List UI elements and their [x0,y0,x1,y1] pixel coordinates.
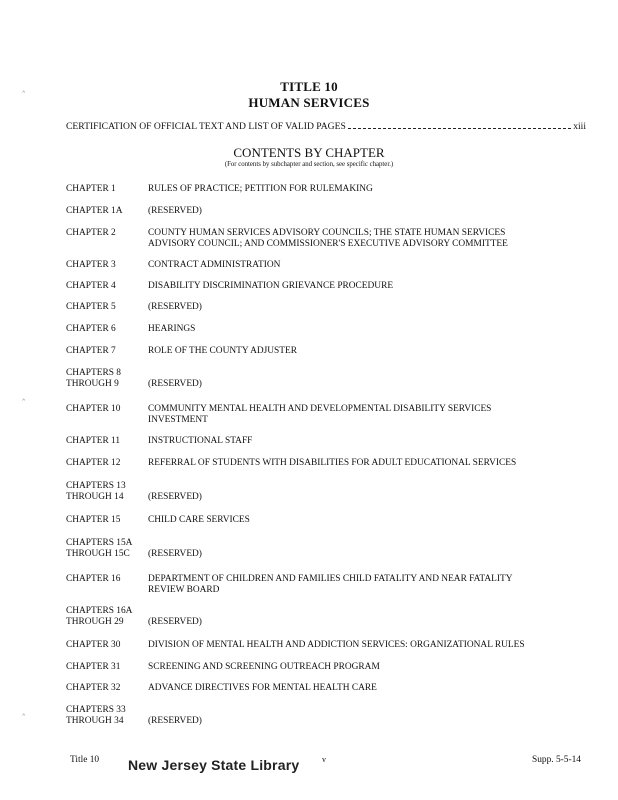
chapter-number-line: THROUGH 9 [66,379,119,389]
chapter-number-line: CHAPTER 10 [66,404,121,414]
scan-mark: ‸ [22,705,26,716]
chapter-number [66,481,146,503]
chapter-title: HEARINGS [148,324,196,334]
scan-mark: ‸ [22,82,26,93]
chapter-title: DIVISION OF MENTAL HEALTH AND ADDICTION SERVICES: ORGANIZATIONAL RULES [148,640,525,650]
chapter-number [66,574,146,585]
chapter-title: DEPARTMENT OF CHILDREN AND FAMILIES CHILD FATALITY AND NEAR FATALITY REVIEW BOARD [148,574,513,595]
chapter-number-line: CHAPTER 6 [66,324,116,334]
chapter-number [66,705,146,727]
chapter-number [66,346,146,357]
chapter-number [66,640,146,651]
chapter-number-line: CHAPTER 30 [66,640,121,650]
chapter-number-line: THROUGH 29 [66,617,124,627]
chapter-title: (RESERVED) [148,379,202,389]
chapter-number-line: CHAPTERS 13 [66,481,126,491]
dot-leader [348,127,571,129]
chapter-title: (RESERVED) [148,716,202,726]
footer-title: Title 10 [70,755,100,765]
chapter-title: (RESERVED) [148,549,202,559]
chapter-number-line: CHAPTER 31 [66,662,121,672]
chapter-number-line: CHAPTERS 8 [66,368,121,378]
chapter-number-line: CHAPTER 1A [66,206,123,216]
chapter-number [66,281,146,292]
chapter-number-line: CHAPTER 16 [66,574,121,584]
chapter-number [66,683,146,694]
footer-page-number: v [322,755,326,764]
chapter-number-line: THROUGH 15C [66,549,130,559]
chapter-number-line: CHAPTER 15 [66,515,121,525]
chapter-number-line: CHAPTER 3 [66,260,116,270]
title-number: TITLE 10 [280,79,338,94]
certification-text: CERTIFICATION OF OFFICIAL TEXT AND LIST OF VALID PAGES [66,121,346,132]
chapter-number-line: CHAPTER 7 [66,346,116,356]
chapter-number [66,324,146,335]
chapter-number [66,184,146,195]
contents-heading: CONTENTS BY CHAPTER [233,145,385,160]
chapter-title: (RESERVED) [148,617,202,627]
chapter-title: COUNTY HUMAN SERVICES ADVISORY COUNCILS; THE STATE HUMAN SERVICES ADVISORY COUNCIL; AND COMMISSIONER'S EXECUTIVE ADVISORY COMMITTEE [148,228,508,249]
chapter-title: CONTRACT ADMINISTRATION [148,260,281,270]
chapter-number-line: CHAPTERS 33 [66,705,126,715]
chapter-number-line: CHAPTER 4 [66,281,116,291]
chapter-number [66,404,146,415]
chapter-title: SCREENING AND SCREENING OUTREACH PROGRAM [148,662,380,672]
chapter-title: REFERRAL OF STUDENTS WITH DISABILITIES FOR ADULT EDUCATIONAL SERVICES [148,458,517,468]
chapter-title: ROLE OF THE COUNTY ADJUSTER [148,346,297,356]
chapter-number [66,228,146,239]
certification-page: xiii [573,121,586,132]
chapter-number-line: CHAPTER 32 [66,683,121,693]
chapter-number-line: THROUGH 14 [66,492,124,502]
chapter-title: ADVANCE DIRECTIVES FOR MENTAL HEALTH CARE [148,683,377,693]
library-stamp: New Jersey State Library [128,757,300,773]
title-name: HUMAN SERVICES [248,95,370,110]
chapter-number [66,436,146,447]
chapter-title: CHILD CARE SERVICES [148,515,250,525]
certification-line [66,121,586,132]
chapter-number [66,206,146,217]
chapter-number-line: CHAPTER 2 [66,228,116,238]
chapter-number-line: CHAPTER 1 [66,184,116,194]
chapter-title: DISABILITY DISCRIMINATION GRIEVANCE PROCEDURE [148,281,394,291]
chapter-title: COMMUNITY MENTAL HEALTH AND DEVELOPMENTAL DISABILITY SERVICES INVESTMENT [148,404,492,425]
chapter-number [66,368,146,390]
chapter-title: (RESERVED) [148,302,202,312]
chapter-number-line: CHAPTER 11 [66,436,121,446]
chapter-title: (RESERVED) [148,492,202,502]
chapter-number-line: CHAPTERS 16A [66,606,133,616]
chapter-title: RULES OF PRACTICE; PETITION FOR RULEMAKING [148,184,373,194]
contents-note: (For contents by subchapter and section, see specific chapter.) [224,161,394,168]
chapter-number [66,458,146,469]
chapter-title: INSTRUCTIONAL STAFF [148,436,253,446]
chapter-number-line: CHAPTER 5 [66,302,116,312]
chapter-number [66,515,146,526]
chapter-number [66,606,146,628]
chapter-title: (RESERVED) [148,206,202,216]
chapter-number [66,538,146,560]
chapter-number-line: CHAPTER 12 [66,458,121,468]
chapter-number-line: CHAPTERS 15A [66,538,133,548]
chapter-number [66,302,146,313]
scan-mark: ‸ [22,390,26,401]
footer-supplement-date: Supp. 5-5-14 [532,755,581,765]
chapter-number [66,260,146,271]
chapter-number-line: THROUGH 34 [66,716,124,726]
chapter-number [66,662,146,673]
